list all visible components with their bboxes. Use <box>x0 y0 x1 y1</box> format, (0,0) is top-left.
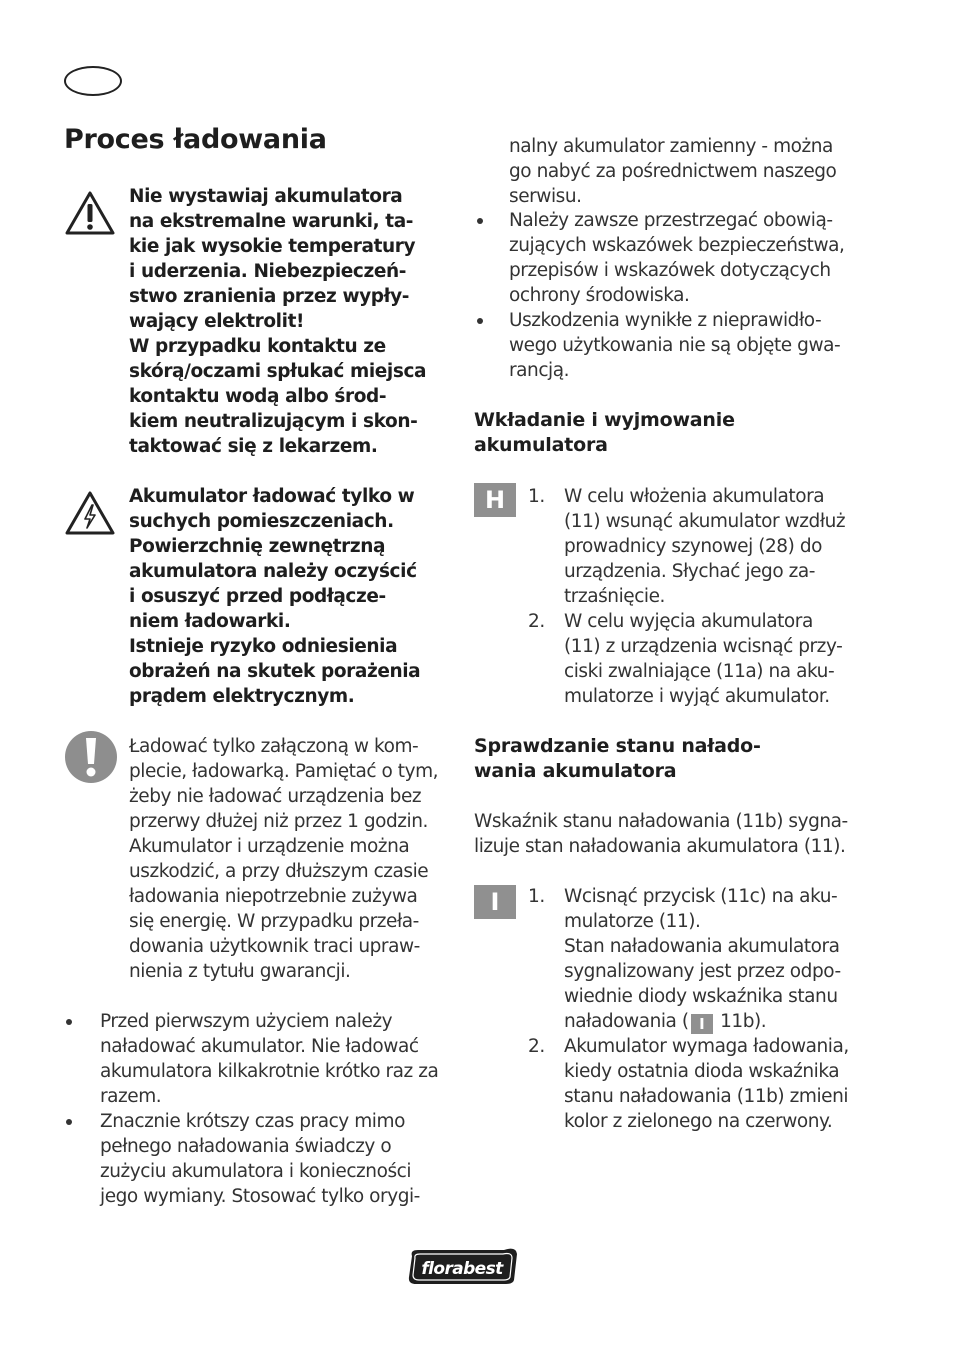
text-line: na ekstremalne warunki, ta- <box>129 211 414 232</box>
bullet-short-runtime <box>100 1109 420 1209</box>
text-line: wający elektrolit! <box>129 311 305 332</box>
text-line: Należy zawsze przestrzegać obowią- <box>509 210 833 231</box>
figure-ref-inline-box: I <box>691 1014 713 1034</box>
step-number: 2. <box>528 1036 545 1057</box>
text-line: (11) wsunąć akumulator wzdłuż <box>564 511 846 532</box>
text-line: trzaśnięcie. <box>564 586 665 607</box>
text-line: niem ładowarki. <box>129 611 291 632</box>
bullet-safety-rules <box>509 208 844 308</box>
text-line: W celu wyjęcia akumulatora <box>564 611 813 632</box>
text-line: mulatorze i wyjąć akumulator. <box>564 686 830 707</box>
text-line: kontaktu wodą albo środ- <box>129 386 387 407</box>
text-line: Ładować tylko załączoną w kom- <box>129 736 419 757</box>
warning-triangle-icon <box>64 190 116 236</box>
text-line: obrażeń na skutek porażenia <box>129 661 421 682</box>
text-line <box>564 1009 841 1034</box>
text-line: urządzenia. Słychać jego za- <box>564 561 815 582</box>
text-line: kiedy ostatnia dioda wskaźnika <box>564 1061 840 1082</box>
text-line: W celu włożenia akumulatora <box>564 486 825 507</box>
text-line: Uszkodzenia wynikłe z nieprawidło- <box>509 310 822 331</box>
text-line: razem. <box>100 1086 162 1107</box>
florabest-logo <box>404 1244 520 1288</box>
bullet-first-use <box>100 1009 438 1109</box>
bullet-dot <box>66 1019 72 1025</box>
text-line: Wkładanie i wyjmowanie <box>474 409 735 431</box>
text-line: (11) z urządzenia wcisnąć przy- <box>564 636 843 657</box>
text-line: ciski zwalniające (11a) na aku- <box>564 661 835 682</box>
text-line: wania akumulatora <box>474 760 677 782</box>
text-line: plecie, ładowarką. Pamiętać o tym, <box>129 761 439 782</box>
step-text <box>564 884 841 1034</box>
text-line: przepisów i wskazówek dotyczących <box>509 260 831 281</box>
step-text <box>564 609 842 709</box>
text-fragment: naładowania ( <box>564 1011 689 1032</box>
bullet-warranty <box>509 308 840 383</box>
text-line: nienia z tytułu gwarancji. <box>129 961 351 982</box>
electric-hazard-icon <box>64 490 116 536</box>
text-line: uszkodzić, a przy dłuższym czasie <box>129 861 429 882</box>
text-line: W przypadku kontaktu ze <box>129 336 386 357</box>
text-line: prądem elektrycznym. <box>129 686 355 707</box>
text-line: Istnieje ryzyko odniesienia <box>129 636 398 657</box>
text-line: kie jak wysokie temperatury <box>129 236 416 257</box>
text-line: Akumulator ładować tylko w <box>129 486 415 507</box>
text-line: serwisu. <box>509 186 582 207</box>
text-line: stwo zranienia przez wypły- <box>129 286 410 307</box>
bullet-dot <box>477 318 483 324</box>
text-line: żeby nie ładować urządzenia bez <box>129 786 422 807</box>
text-line: wego użytkowania nie są objęte gwa- <box>509 335 841 356</box>
text-line: zużyciu akumulatora i konieczności <box>100 1161 412 1182</box>
step-number: 1. <box>528 886 545 907</box>
text-line: lizuje stan naładowania akumulatora (11). <box>474 836 846 857</box>
step-number: 1. <box>528 486 545 507</box>
section-heading-check <box>474 734 761 784</box>
language-oval <box>64 66 122 96</box>
text-line: kiem neutralizującym i skon- <box>129 411 418 432</box>
text-line: się energię. W przypadku przeła- <box>129 911 419 932</box>
step-number: 2. <box>528 611 545 632</box>
text-line: prowadnicy szynowej (28) do <box>564 536 822 557</box>
text-line: suchych pomieszczeniach. <box>129 511 394 532</box>
text-line: zujących wskazówek bezpieczeństwa, <box>509 235 845 256</box>
text-line: Wskaźnik stanu naładowania (11b) sygna- <box>474 811 848 832</box>
check-intro <box>474 809 848 859</box>
text-line: nalny akumulator zamienny - można <box>509 136 833 157</box>
text-line: skórą/oczami spłukać miejsca <box>129 361 427 382</box>
text-line: Przed pierwszym użyciem należy <box>100 1011 393 1032</box>
text-line: akumulatora <box>474 434 608 456</box>
text-line: pełnego naładowania świadczy o <box>100 1136 392 1157</box>
text-line: wiednie diody wskaźnika stanu <box>564 986 838 1007</box>
figure-ref-box: H <box>474 483 516 517</box>
text-line: Akumulator wymaga ładowania, <box>564 1036 849 1057</box>
bullet-continuation <box>509 134 836 209</box>
text-line: Akumulator i urządzenie można <box>129 836 410 857</box>
text-line: kolor z zielonego na czerwony. <box>564 1111 833 1132</box>
warning-extreme-conditions <box>129 184 426 459</box>
warning-electric-shock <box>129 484 420 709</box>
text-line: akumulatora kilkakrotnie krótko raz za <box>100 1061 439 1082</box>
text-line: i osuszyć przed podłącze- <box>129 586 386 607</box>
text-line: jego wymiany. Stosować tylko orygi- <box>100 1186 420 1207</box>
logo-text: florabest <box>421 1259 503 1279</box>
text-line: ochrony środowiska. <box>509 285 690 306</box>
text-line: akumulatora należy oczyścić <box>129 561 417 582</box>
text-line: Stan naładowania akumulatora <box>564 936 840 957</box>
text-line: naładować akumulator. Nie ładować <box>100 1036 419 1057</box>
text-line: sygnalizowany jest przez odpo- <box>564 961 841 982</box>
text-line: i uderzenia. Niebezpieczeń- <box>129 261 407 282</box>
bullet-dot <box>66 1119 72 1125</box>
bullet-dot <box>477 218 483 224</box>
text-line: Wcisnąć przycisk (11c) na aku- <box>564 886 838 907</box>
text-line: go nabyć za pośrednictwem naszego <box>509 161 837 182</box>
text-line: ładowania niepotrzebnie zużywa <box>129 886 418 907</box>
step-text <box>564 484 845 609</box>
text-line: Znacznie krótszy czas pracy mimo <box>100 1111 405 1132</box>
text-line: mulatorze (11). <box>564 911 701 932</box>
exclamation-circle-icon <box>64 730 118 784</box>
text-line: Sprawdzanie stanu nałado- <box>474 735 761 757</box>
text-line: Powierzchnię zewnętrzną <box>129 536 386 557</box>
page-title: Proces ładowania <box>64 124 327 155</box>
text-line: rancją. <box>509 360 570 381</box>
charging-note <box>129 734 438 984</box>
step-text <box>564 1034 849 1134</box>
text-line: Nie wystawiaj akumulatora <box>129 186 403 207</box>
text-line: taktować się z lekarzem. <box>129 436 378 457</box>
text-line: dowania użytkownik traci upraw- <box>129 936 420 957</box>
text-line: przerwy dłużej niż przez 1 godzin. <box>129 811 428 832</box>
figure-ref-box: I <box>474 885 516 919</box>
text-fragment: 11b). <box>714 1011 767 1032</box>
text-line: stanu naładowania (11b) zmieni <box>564 1086 849 1107</box>
section-heading-insert <box>474 408 735 458</box>
